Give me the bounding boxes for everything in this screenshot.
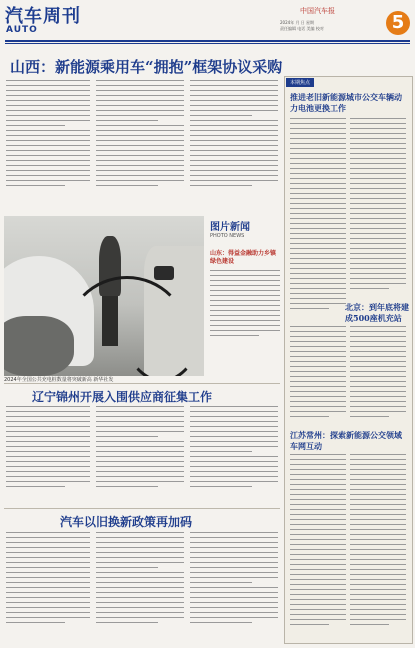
sidebar-text-3a xyxy=(290,454,346,638)
charging-cable-2 xyxy=(124,286,200,376)
photo-news-headline: 山东：得益金融助力乡镇绿色建设 xyxy=(210,250,277,265)
newspaper-name: 中国汽车报 xyxy=(300,7,335,15)
sidebar-tag: 本期焦点 xyxy=(286,78,314,87)
photo-caption: 2024年全国公共充电桩数量将突破新高 新华社发 xyxy=(4,377,114,383)
article-column-3 xyxy=(190,80,278,210)
sidebar-text-2a xyxy=(290,326,346,426)
header-rule xyxy=(5,40,410,42)
section-subtitle: AUTO xyxy=(6,25,38,35)
sidebar-text-3b xyxy=(350,454,406,638)
bottom-column-3 xyxy=(190,532,278,644)
header-rule-thin xyxy=(5,43,410,44)
article-column-2 xyxy=(96,80,184,210)
photo-news-tag-en: PHOTO NEWS xyxy=(210,233,245,239)
sidebar-headline-3: 江苏常州：探索新能源公交领域车网互动 xyxy=(290,430,402,451)
charger-plug xyxy=(154,266,174,280)
article-column-1 xyxy=(6,80,90,210)
sidebar-headline-2: 北京：到年底将建成500座机充站 xyxy=(345,302,409,323)
photo-news-tag: 图片新闻 xyxy=(210,222,250,233)
sidebar-text-1a xyxy=(290,118,346,318)
sidebar-text-1b xyxy=(350,118,406,298)
sidebar-text-2b xyxy=(350,326,406,426)
bottom-column-1 xyxy=(6,532,90,644)
editor-line: 责任编辑 电话 美编 校对 xyxy=(280,26,324,31)
liaoning-column-3 xyxy=(190,406,278,506)
bottom-column-2 xyxy=(96,532,184,644)
charging-photo xyxy=(4,216,204,376)
section-divider-2 xyxy=(4,508,280,509)
bottom-headline: 汽车以旧换新政策再加码 xyxy=(60,515,193,529)
liaoning-headline: 辽宁锦州开展入围供应商征集工作 xyxy=(32,390,213,404)
page-header xyxy=(0,0,415,52)
section-divider xyxy=(4,383,280,384)
main-headline: 山西：新能源乘用车“拥抱”框架协议采购 xyxy=(10,58,283,76)
liaoning-column-2 xyxy=(96,406,184,506)
sidebar-headline-1: 推进老旧新能源城市公交车辆动力电池更换工作 xyxy=(290,92,402,113)
section-title: 汽车周刊 xyxy=(5,6,81,27)
date-line: 2024年 月 日 星期 xyxy=(280,20,314,25)
liaoning-column-1 xyxy=(6,406,90,506)
page-number-badge: 5 xyxy=(386,11,410,35)
photo-news-text xyxy=(210,270,280,370)
